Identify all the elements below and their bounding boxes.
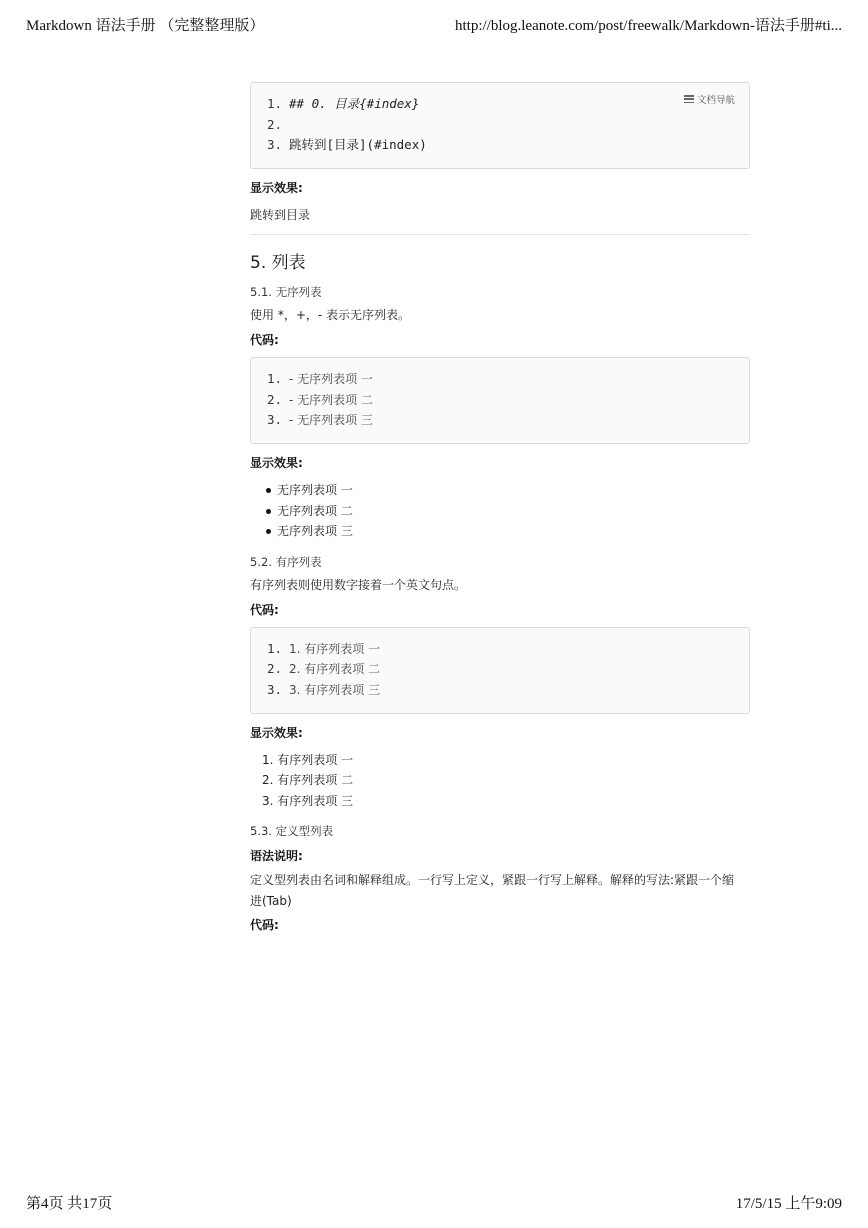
code-line: 3. 3. 有序列表项 三 xyxy=(267,681,381,697)
print-header-url: http://blog.leanote.com/post/freewalk/Markdown-语法手册#ti... xyxy=(454,18,842,34)
code-label: 代码: xyxy=(250,333,279,347)
section-heading: 5. 列表 xyxy=(250,253,306,273)
result-label: 显示效果: xyxy=(250,725,303,740)
page-number: 第4页 共17页 xyxy=(26,1196,113,1212)
paragraph: 定义型列表由名词和解释组成。一行写上定义，紧跟一行写上解释。解释的写法:紧跟一个缩进(Tab) xyxy=(250,873,735,908)
toc-button-label: 文档导航 xyxy=(696,95,735,106)
anchor-link[interactable]: 跳转到目录 xyxy=(250,208,311,222)
subsection-heading: 5.2. 有序列表 xyxy=(250,554,322,569)
toc-button[interactable] xyxy=(684,92,735,106)
article-content xyxy=(250,82,750,933)
paragraph: 使用 *，+，- 表示无序列表。 xyxy=(250,308,411,322)
unordered-list xyxy=(250,480,750,542)
ordered-list xyxy=(250,750,750,812)
code-line: 1. 1. 有序列表项 一 xyxy=(267,640,381,656)
result-label: 显示效果: xyxy=(250,456,303,470)
paragraph: 有序列表则使用数字接着一个英文句点。 xyxy=(250,577,467,592)
code-line: 3. - 无序列表项 三 xyxy=(267,412,373,427)
print-header-title: Markdown 语法手册 （完整整理版） xyxy=(26,18,265,34)
code-block-unordered xyxy=(250,357,750,444)
bullet-icon xyxy=(266,529,271,534)
code-label: 代码: xyxy=(250,918,279,932)
result-label: 显示效果: xyxy=(250,181,303,195)
code-line: 2. - 无序列表项 二 xyxy=(267,391,373,407)
code-block-ordered xyxy=(250,627,750,714)
list-item: 2. 有序列表项 二 xyxy=(262,773,354,787)
syntax-label: 语法说明: xyxy=(250,849,303,863)
list-item: 1. 有序列表项 一 xyxy=(262,752,354,767)
list-icon xyxy=(684,95,694,103)
list-item: 3. 有序列表项 三 xyxy=(262,793,354,808)
subsection-heading: 5.3. 定义型列表 xyxy=(250,824,334,838)
section-divider xyxy=(250,234,750,235)
list-item: 无序列表项 一 xyxy=(250,480,750,501)
code-line: 2. 2. 有序列表项 二 xyxy=(267,661,381,676)
list-item: 无序列表项 二 xyxy=(250,501,750,522)
print-datetime: 17/5/15 上午9:09 xyxy=(735,1196,842,1212)
bullet-icon xyxy=(266,488,271,493)
list-item: 无序列表项 三 xyxy=(250,521,750,542)
code-line: 2. xyxy=(267,116,283,132)
code-line: 3. 跳转到[目录](#index) xyxy=(267,137,427,152)
code-block-anchor xyxy=(250,82,750,169)
bullet-icon xyxy=(266,509,271,514)
code-line: 1. - 无序列表项 一 xyxy=(267,371,373,386)
code-label: 代码: xyxy=(250,602,279,617)
code-line: 1. ## 0. 目录{#index} xyxy=(267,96,420,111)
subsection-heading: 5.1. 无序列表 xyxy=(250,285,322,299)
